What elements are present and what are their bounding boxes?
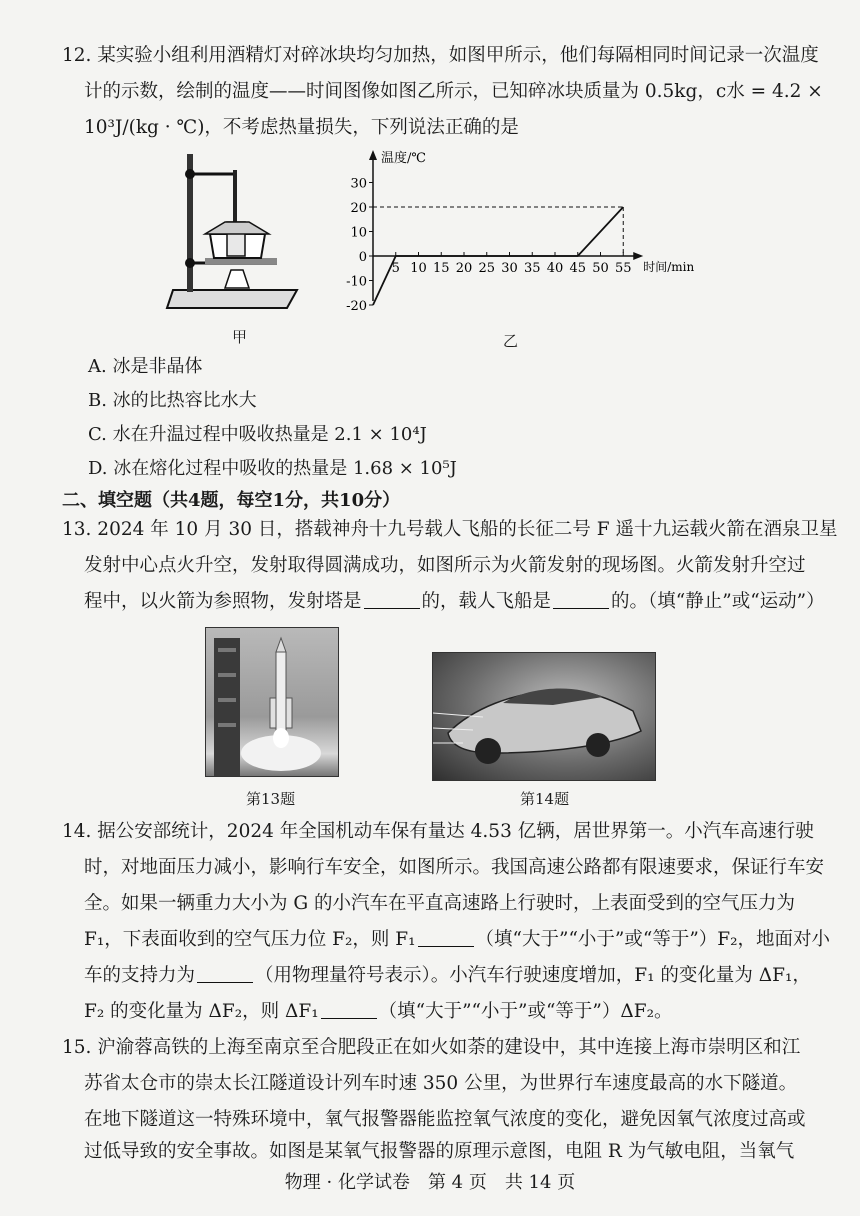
apparatus-figure <box>165 150 310 320</box>
x-tick-label: 20 <box>455 261 473 276</box>
y-tick-label: 10 <box>350 225 367 241</box>
answer-blank[interactable] <box>197 962 253 983</box>
q14-line2: 时，对地面压力减小，影响行车安全，如图所示。我国高速公路都有限速要求，保证行车安 <box>84 857 825 878</box>
q12-line2: 计的示数，绘制的温度——时间图像如图乙所示，已知碎冰块质量为 0.5kg，c水 = 4.2 × <box>84 81 823 102</box>
x-tick-label: 45 <box>569 261 587 276</box>
q12-option-d: D. 冰在熔化过程中吸收的热量是 1.68 × 10⁵J <box>88 458 457 479</box>
temperature-time-chart <box>335 148 695 333</box>
x-tick-label: 55 <box>614 261 632 276</box>
x-tick-label: 35 <box>523 261 541 276</box>
q12-option-a: A. 冰是非晶体 <box>88 356 203 377</box>
q14-line4 <box>84 922 830 958</box>
q14-line4-part2: （填“大于”“小于”或“等于”）F₂，地面对小 <box>475 929 831 950</box>
q12-option-b: B. 冰的比热容比水大 <box>88 390 257 411</box>
x-tick-label: 50 <box>592 261 609 276</box>
x-tick-label: 15 <box>432 261 450 276</box>
q14-line5-part1: 车的支持力为 <box>84 965 196 986</box>
car-photo <box>432 652 656 781</box>
y-axis-arrow <box>369 150 377 160</box>
y-tick-label: 20 <box>350 201 367 216</box>
q14-line4-part1: F₁，下表面收到的空气压力位 F₂，则 F₁ <box>84 929 416 950</box>
q14-line6-part1: F₂ 的变化量为 ΔF₂，则 ΔF₁ <box>84 1001 319 1022</box>
q15-line2: 苏省太仓市的崇太长江隧道设计列车时速 350 公里，为世界行车速度最高的水下隧道。 <box>84 1073 798 1094</box>
q15-line4: 过低导致的安全事故。如图是某氧气报警器的原理示意图，电阻 R 为气敏电阻，当氧气 <box>84 1141 795 1162</box>
q12-option-c: C. 水在升温过程中吸收热量是 2.1 × 10⁴J <box>88 424 427 445</box>
q15-line3: 在地下隧道这一特殊环境中，氧气报警器能监控氧气浓度的变化，避免因氧气浓度过高或 <box>84 1109 806 1130</box>
q14-line1: 14. 据公安部统计，2024 年全国机动车保有量达 4.53 亿辆，居世界第一。小汽车高速行驶 <box>62 821 814 842</box>
page-footer: 物理 · 化学试卷 第 4 页 共 14 页 <box>284 1172 576 1193</box>
y-axis-label: 温度/℃ <box>381 151 426 166</box>
x-axis-arrow <box>633 252 643 260</box>
q12-line1: 12. 某实验小组利用酒精灯对碎冰块均匀加热，如图甲所示，他们每隔相同时间记录一次温度 <box>62 45 819 66</box>
q13-line3-part3: 的。（填“静止”或“运动”） <box>611 591 825 612</box>
x-tick-label: 40 <box>546 261 564 276</box>
y-tick-label: -10 <box>346 274 367 290</box>
figure-jia-caption: 甲 <box>232 328 248 346</box>
x-tick-label: 10 <box>410 261 427 276</box>
y-tick-label: 0 <box>358 250 367 265</box>
q14-line6-part2: （填“大于”“小于”或“等于”）ΔF₂。 <box>378 1001 673 1022</box>
answer-blank[interactable] <box>321 998 377 1019</box>
q13-line2: 发射中心点火升空，发射取得圆满成功，如图所示为火箭发射的现场图。火箭发射升空过 <box>84 555 806 576</box>
q15-line1: 15. 沪渝蓉高铁的上海至南京至合肥段正在如火如荼的建设中，其中连接上海市崇明区和江 <box>62 1037 801 1058</box>
q14-line3: 全。如果一辆重力大小为 G 的小汽车在平直高速路上行驶时，上表面受到的空气压力为 <box>84 893 796 914</box>
x-tick-label: 30 <box>501 261 518 276</box>
y-tick-label: -20 <box>346 299 367 314</box>
figure-yi-caption: 乙 <box>503 332 519 350</box>
answer-blank[interactable] <box>364 588 420 609</box>
q13-line3 <box>84 584 825 620</box>
q13-photo-caption: 第13题 <box>246 790 296 808</box>
q14-line6 <box>84 994 673 1030</box>
answer-blank[interactable] <box>553 588 609 609</box>
section-heading: 二、填空题（共4题，每空1分，共10分） <box>62 490 401 511</box>
q13-line3-part2: 的，载人飞船是 <box>421 591 552 612</box>
x-tick-label: 25 <box>478 261 496 276</box>
q14-line5-part2: （用物理量符号表示）。小汽车行驶速度增加，F₁ 的变化量为 ΔF₁， <box>255 965 811 986</box>
answer-blank[interactable] <box>418 926 474 947</box>
x-axis-label: 时间/min <box>643 260 695 274</box>
y-tick-label: 30 <box>350 176 367 192</box>
rocket-launch-photo <box>205 627 339 777</box>
q14-photo-caption: 第14题 <box>520 790 570 808</box>
x-tick-label: 5 <box>391 261 400 276</box>
q12-line3: 10³J/(kg · ℃)，不考虑热量损失，下列说法正确的是 <box>84 117 519 138</box>
q13-line3-part1: 程中，以火箭为参照物，发射塔是 <box>84 591 362 612</box>
q14-line5 <box>84 958 811 994</box>
q13-line1: 13. 2024 年 10 月 30 日，搭载神舟十九号载人飞船的长征二号 F 遥十九运载火箭在酒泉卫星 <box>62 519 838 540</box>
